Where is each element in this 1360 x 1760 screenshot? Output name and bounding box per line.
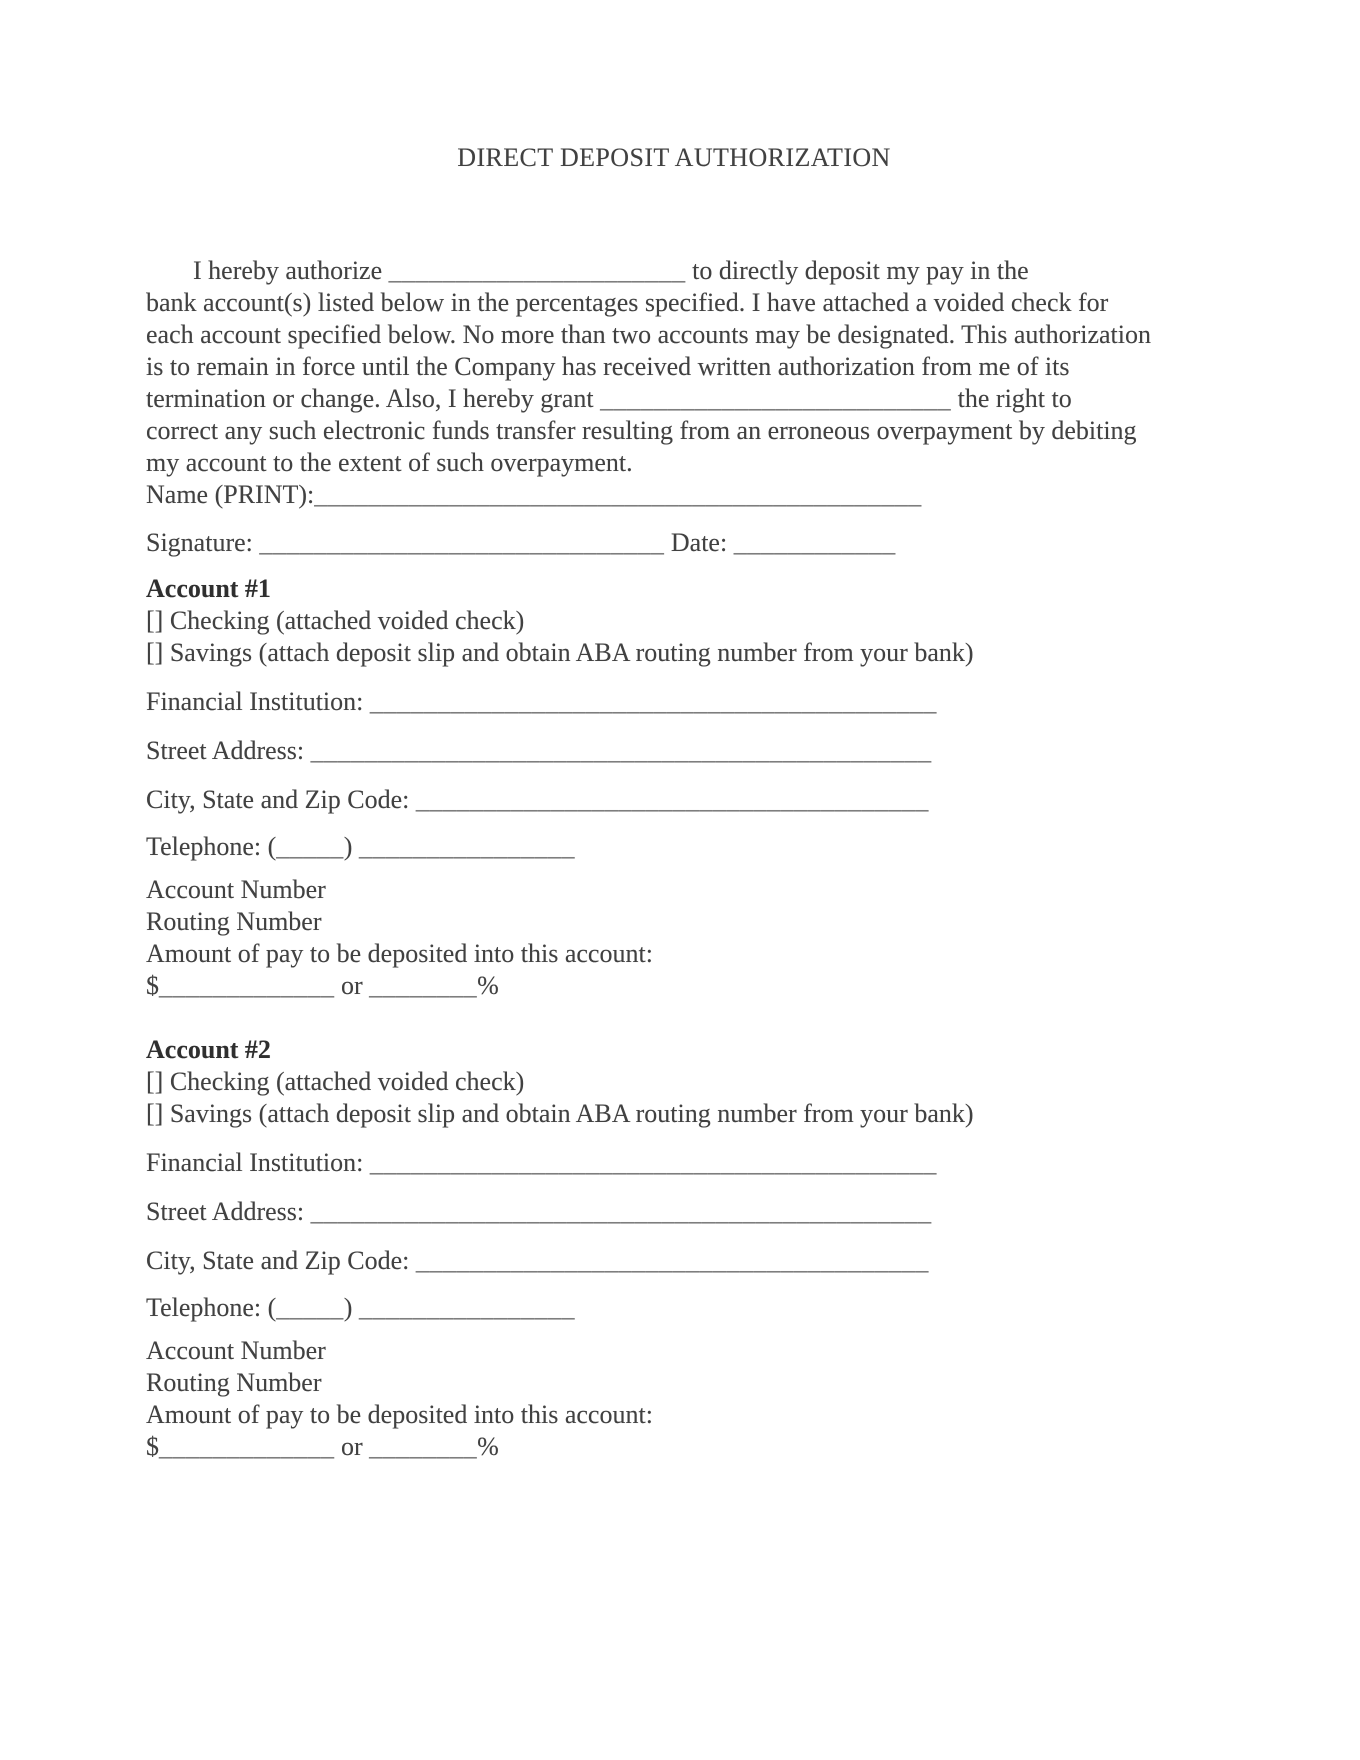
date-field-line[interactable]: ____________ — [733, 528, 896, 557]
financial-institution-label: Financial Institution: — [146, 687, 370, 716]
street-address-field-line[interactable]: ______________________________________________ — [310, 736, 932, 765]
intro-line-4: is to remain in force until the Company has received written authorization from me of its — [146, 352, 1070, 381]
intro-paragraph — [146, 255, 1240, 511]
percent-sign: % — [477, 1432, 499, 1461]
account-2-checking-row — [146, 1066, 1240, 1098]
city-state-zip-field-line[interactable]: ______________________________________ — [415, 1246, 929, 1275]
account-1-financial-institution-row — [146, 686, 1240, 718]
name-print-row — [146, 479, 1240, 511]
telephone-number-field-line[interactable]: ________________ — [358, 832, 575, 861]
savings-checkbox[interactable]: [] — [146, 638, 164, 667]
account-2-heading: Account #2 — [146, 1035, 271, 1064]
authorize-company-field-line[interactable]: ______________________ — [388, 256, 686, 285]
signature-field-line[interactable]: ______________________________ — [259, 528, 665, 557]
account-2-street-address-row — [146, 1196, 1240, 1228]
intro-text-5a: termination or change. Also, I hereby grant — [146, 384, 601, 413]
account-1-amount-row — [146, 970, 1240, 1002]
signature-row — [146, 527, 1240, 559]
street-address-field-line[interactable]: ______________________________________________ — [310, 1197, 932, 1226]
account-1-savings-row — [146, 637, 1240, 669]
account-2-city-state-zip-row — [146, 1245, 1240, 1277]
account-2-telephone-row — [146, 1292, 1240, 1324]
street-address-label: Street Address: — [146, 1197, 311, 1226]
telephone-label: Telephone: ( — [146, 1293, 277, 1322]
dollar-amount-field-line[interactable]: _____________ — [159, 971, 335, 1000]
dollar-sign: $ — [146, 1432, 159, 1461]
intro-text-5b: the right to — [951, 384, 1072, 413]
account-1-street-address-row — [146, 735, 1240, 767]
intro-line-2: bank account(s) listed below in the percentages specified. I have attached a voided check for — [146, 288, 1109, 317]
financial-institution-field-line[interactable]: __________________________________________ — [369, 687, 937, 716]
checking-label: Checking (attached voided check) — [163, 606, 525, 635]
financial-institution-field-line[interactable]: __________________________________________ — [369, 1148, 937, 1177]
name-print-label: Name (PRINT): — [146, 480, 315, 509]
savings-checkbox[interactable]: [] — [146, 1099, 164, 1128]
city-state-zip-label: City, State and Zip Code: — [146, 785, 416, 814]
routing-number-label: Routing Number — [146, 1368, 322, 1397]
intro-line-5 — [146, 383, 1240, 415]
intro-line-7: my account to the extent of such overpayment. — [146, 448, 633, 477]
account-1-city-state-zip-row — [146, 784, 1240, 816]
dollar-sign: $ — [146, 971, 159, 1000]
telephone-paren: ) — [343, 832, 359, 861]
telephone-number-field-line[interactable]: ________________ — [358, 1293, 575, 1322]
or-text: or — [334, 971, 370, 1000]
percent-amount-field-line[interactable]: ________ — [369, 1432, 478, 1461]
city-state-zip-field-line[interactable]: ______________________________________ — [415, 785, 929, 814]
telephone-paren: ) — [343, 1293, 359, 1322]
date-label: Date: — [664, 528, 734, 557]
telephone-area-code-field-line[interactable]: _____ — [276, 1293, 344, 1322]
or-text: or — [334, 1432, 370, 1461]
grant-company-field-line[interactable]: __________________________ — [600, 384, 952, 413]
account-number-label: Account Number — [146, 1336, 326, 1365]
savings-label: Savings (attach deposit slip and obtain ABA routing number from your bank) — [163, 638, 974, 667]
intro-line-3: each account specified below. No more than two accounts may be designated. This authorization — [146, 320, 1151, 349]
checking-checkbox[interactable]: [] — [146, 1067, 164, 1096]
account-1-heading: Account #1 — [146, 574, 271, 603]
page-title: DIRECT DEPOSIT AUTHORIZATION — [457, 143, 891, 172]
account-2-amount-row — [146, 1431, 1240, 1463]
intro-text-1b: to directly deposit my pay in the — [685, 256, 1029, 285]
account-1-telephone-row — [146, 831, 1240, 863]
amount-label: Amount of pay to be deposited into this account: — [146, 1400, 653, 1429]
percent-sign: % — [477, 971, 499, 1000]
percent-amount-field-line[interactable]: ________ — [369, 971, 478, 1000]
city-state-zip-label: City, State and Zip Code: — [146, 1246, 416, 1275]
checking-label: Checking (attached voided check) — [163, 1067, 525, 1096]
street-address-label: Street Address: — [146, 736, 311, 765]
account-1-section — [146, 573, 1240, 1002]
financial-institution-label: Financial Institution: — [146, 1148, 370, 1177]
account-1-checking-row — [146, 605, 1240, 637]
savings-label: Savings (attach deposit slip and obtain ABA routing number from your bank) — [163, 1099, 974, 1128]
signature-label: Signature: — [146, 528, 260, 557]
account-number-label: Account Number — [146, 875, 326, 904]
telephone-label: Telephone: ( — [146, 832, 277, 861]
name-print-field-line[interactable]: _____________________________________________ — [314, 480, 922, 509]
intro-line-6: correct any such electronic funds transfer resulting from an erroneous overpayment by debiting — [146, 416, 1137, 445]
account-2-savings-row — [146, 1098, 1240, 1130]
telephone-area-code-field-line[interactable]: _____ — [276, 832, 344, 861]
intro-text-1a: I hereby authorize — [193, 256, 389, 285]
amount-label: Amount of pay to be deposited into this account: — [146, 939, 653, 968]
account-2-financial-institution-row — [146, 1147, 1240, 1179]
checking-checkbox[interactable]: [] — [146, 606, 164, 635]
intro-line-1 — [146, 255, 1240, 287]
account-2-section — [146, 1034, 1240, 1463]
dollar-amount-field-line[interactable]: _____________ — [159, 1432, 335, 1461]
routing-number-label: Routing Number — [146, 907, 322, 936]
